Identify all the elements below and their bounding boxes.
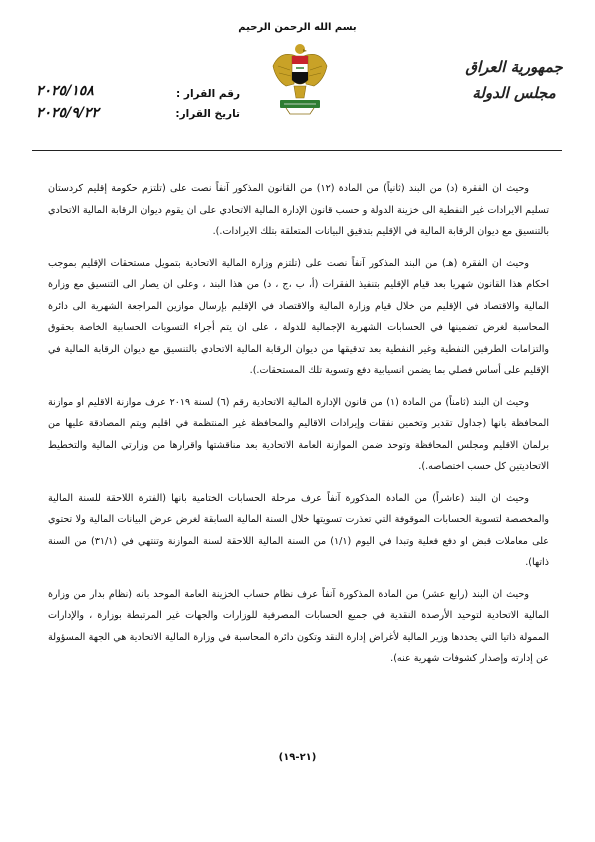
- decision-number-label: رقم القرار :: [176, 88, 240, 100]
- paragraph-1: وحيث ان الفقرة (د) من البند (ثانياً) من المادة (١٢) من القانون المذكور آنفاً نصت على (تلتزم حكومة إقليم كردستان تسليم الايرادات غير النفطية الى خزينة الدولة و حسب قانون الإدارة المالية الاتحادي على ان يقوم ديوان الرقابة المالية الاتحادي بالتنسيق مع ديوان الرقابة المالية في الإقليم بتدقيق البيانات المتعلقة بتلك الايرادات.).: [48, 183, 549, 237]
- iraq-eagle-emblem-icon: [270, 40, 330, 118]
- decision-body: [48, 178, 549, 680]
- paragraph-5: وحيث ان البند (رابع عشر) من المادة المذكورة آنفاً عرف نظام حساب الخزينة العامة الموحد بانه (نظام بدار من وزارة المالية الاتحادية لتوحيد الأرصدة النقدية في جميع الحسابات المصرفية للوزارات والجهات غير المرتبطة بوزارة ، والإدارات الممولة ذاتيا التي يحددها وزير المالية لأغراض إدارة النقد وتكون دائرة المحاسبة في وزارة المالية الاتحادية هي الجهة المسؤولة عن إدارته وإصدار كشوفات شهرية عنه).: [48, 588, 549, 664]
- decision-number-value: ٢٠٢٥/١٥٨: [36, 83, 94, 99]
- decision-meta-values: [36, 80, 146, 124]
- decision-date-value: ٢٠٢٥/٩/٢٢: [36, 105, 99, 121]
- decision-date-label: تاريخ القرار:: [175, 108, 240, 120]
- council-logo-text: [449, 54, 579, 106]
- paragraph-3: وحيث ان البند (ثامناً) من المادة (١) من قانون الإدارة المالية الاتحادية رقم (٦) لسنة ٢٠١٩ عرف موازنة الاقليم او موازنة المحافظة بانها (جداول تقدير وتخمين نفقات وإيرادات الاقاليم والمحافظة غير المنتظمة في اقليم ويتم المصادقة عليها من برلمان الاقليم ومجلس المحافظة وتوحد ضمن الموازنة العامة الاتحادية بعد مناقشتها واقرارها من وزارتي المالية والتخطيط الاتحاديتين كل حسب اختصاصه.).: [48, 396, 549, 472]
- header-divider: [32, 150, 562, 151]
- council-line-council: مجلس الدولة: [472, 84, 556, 102]
- council-line-republic: جمهورية العراق: [465, 58, 563, 76]
- paragraph-2: وحيث ان الفقرة (هـ) من البند المذكور آنفاً نصت على (تلتزم وزارة المالية الاتحادية بتمويل مستحقات الإقليم بموجب احكام هذا القانون شهريا بعد قيام الإقليم بتنفيذ الفقرات (أ، ب ،ج ، د) من هذا البند ، وعلى ان يصار الى التنسيق مع وزارة المالية والاقتصاد في الإقليم من خلال قيام وزارة المالية والاقتصاد في الإقليم بإرسال موازين المراجعة الشهرية الى دائرة المحاسبة لغرض تضمينها في الحسابات الشهرية الإجمالية للدولة ، على ان يتم أجراء التسويات الحسابية الخاصة بحقوق والتزامات الطرفين النفطية وغير النفطية بعد تدقيقها من ديوان الرقابة المالية الاتحادي بالتنسيق مع ديوان الرقابة المالية في الإقليم على أساس فصلي بما يضمن انسيابية دفع وتسوية تلك المستحقات.).: [48, 257, 549, 376]
- paragraph-4: وحيث ان البند (عاشراً) من المادة المذكورة آنفاً عرف مرحلة الحسابات الختامية بانها (الفترة اللاحقة للسنة المالية والمخصصة لتسوية الحسابات الموقوفة التي تعذرت تسويتها خلال السنة المالية السابقة لغرض عرض البيانات المالية ولا تحتوي على معاملات قبض او دفع فعلية وتبدا في اليوم (١/١) من السنة المالية اللاحقة لسنة الموازنة وتنتهي في (٣١/١) من السنة ذاتها).: [48, 492, 549, 568]
- page-number: (٢١-١٩): [278, 752, 317, 763]
- basmala: بسم الله الرحمن الرحيم: [238, 22, 357, 33]
- decision-meta-labels: [150, 84, 240, 124]
